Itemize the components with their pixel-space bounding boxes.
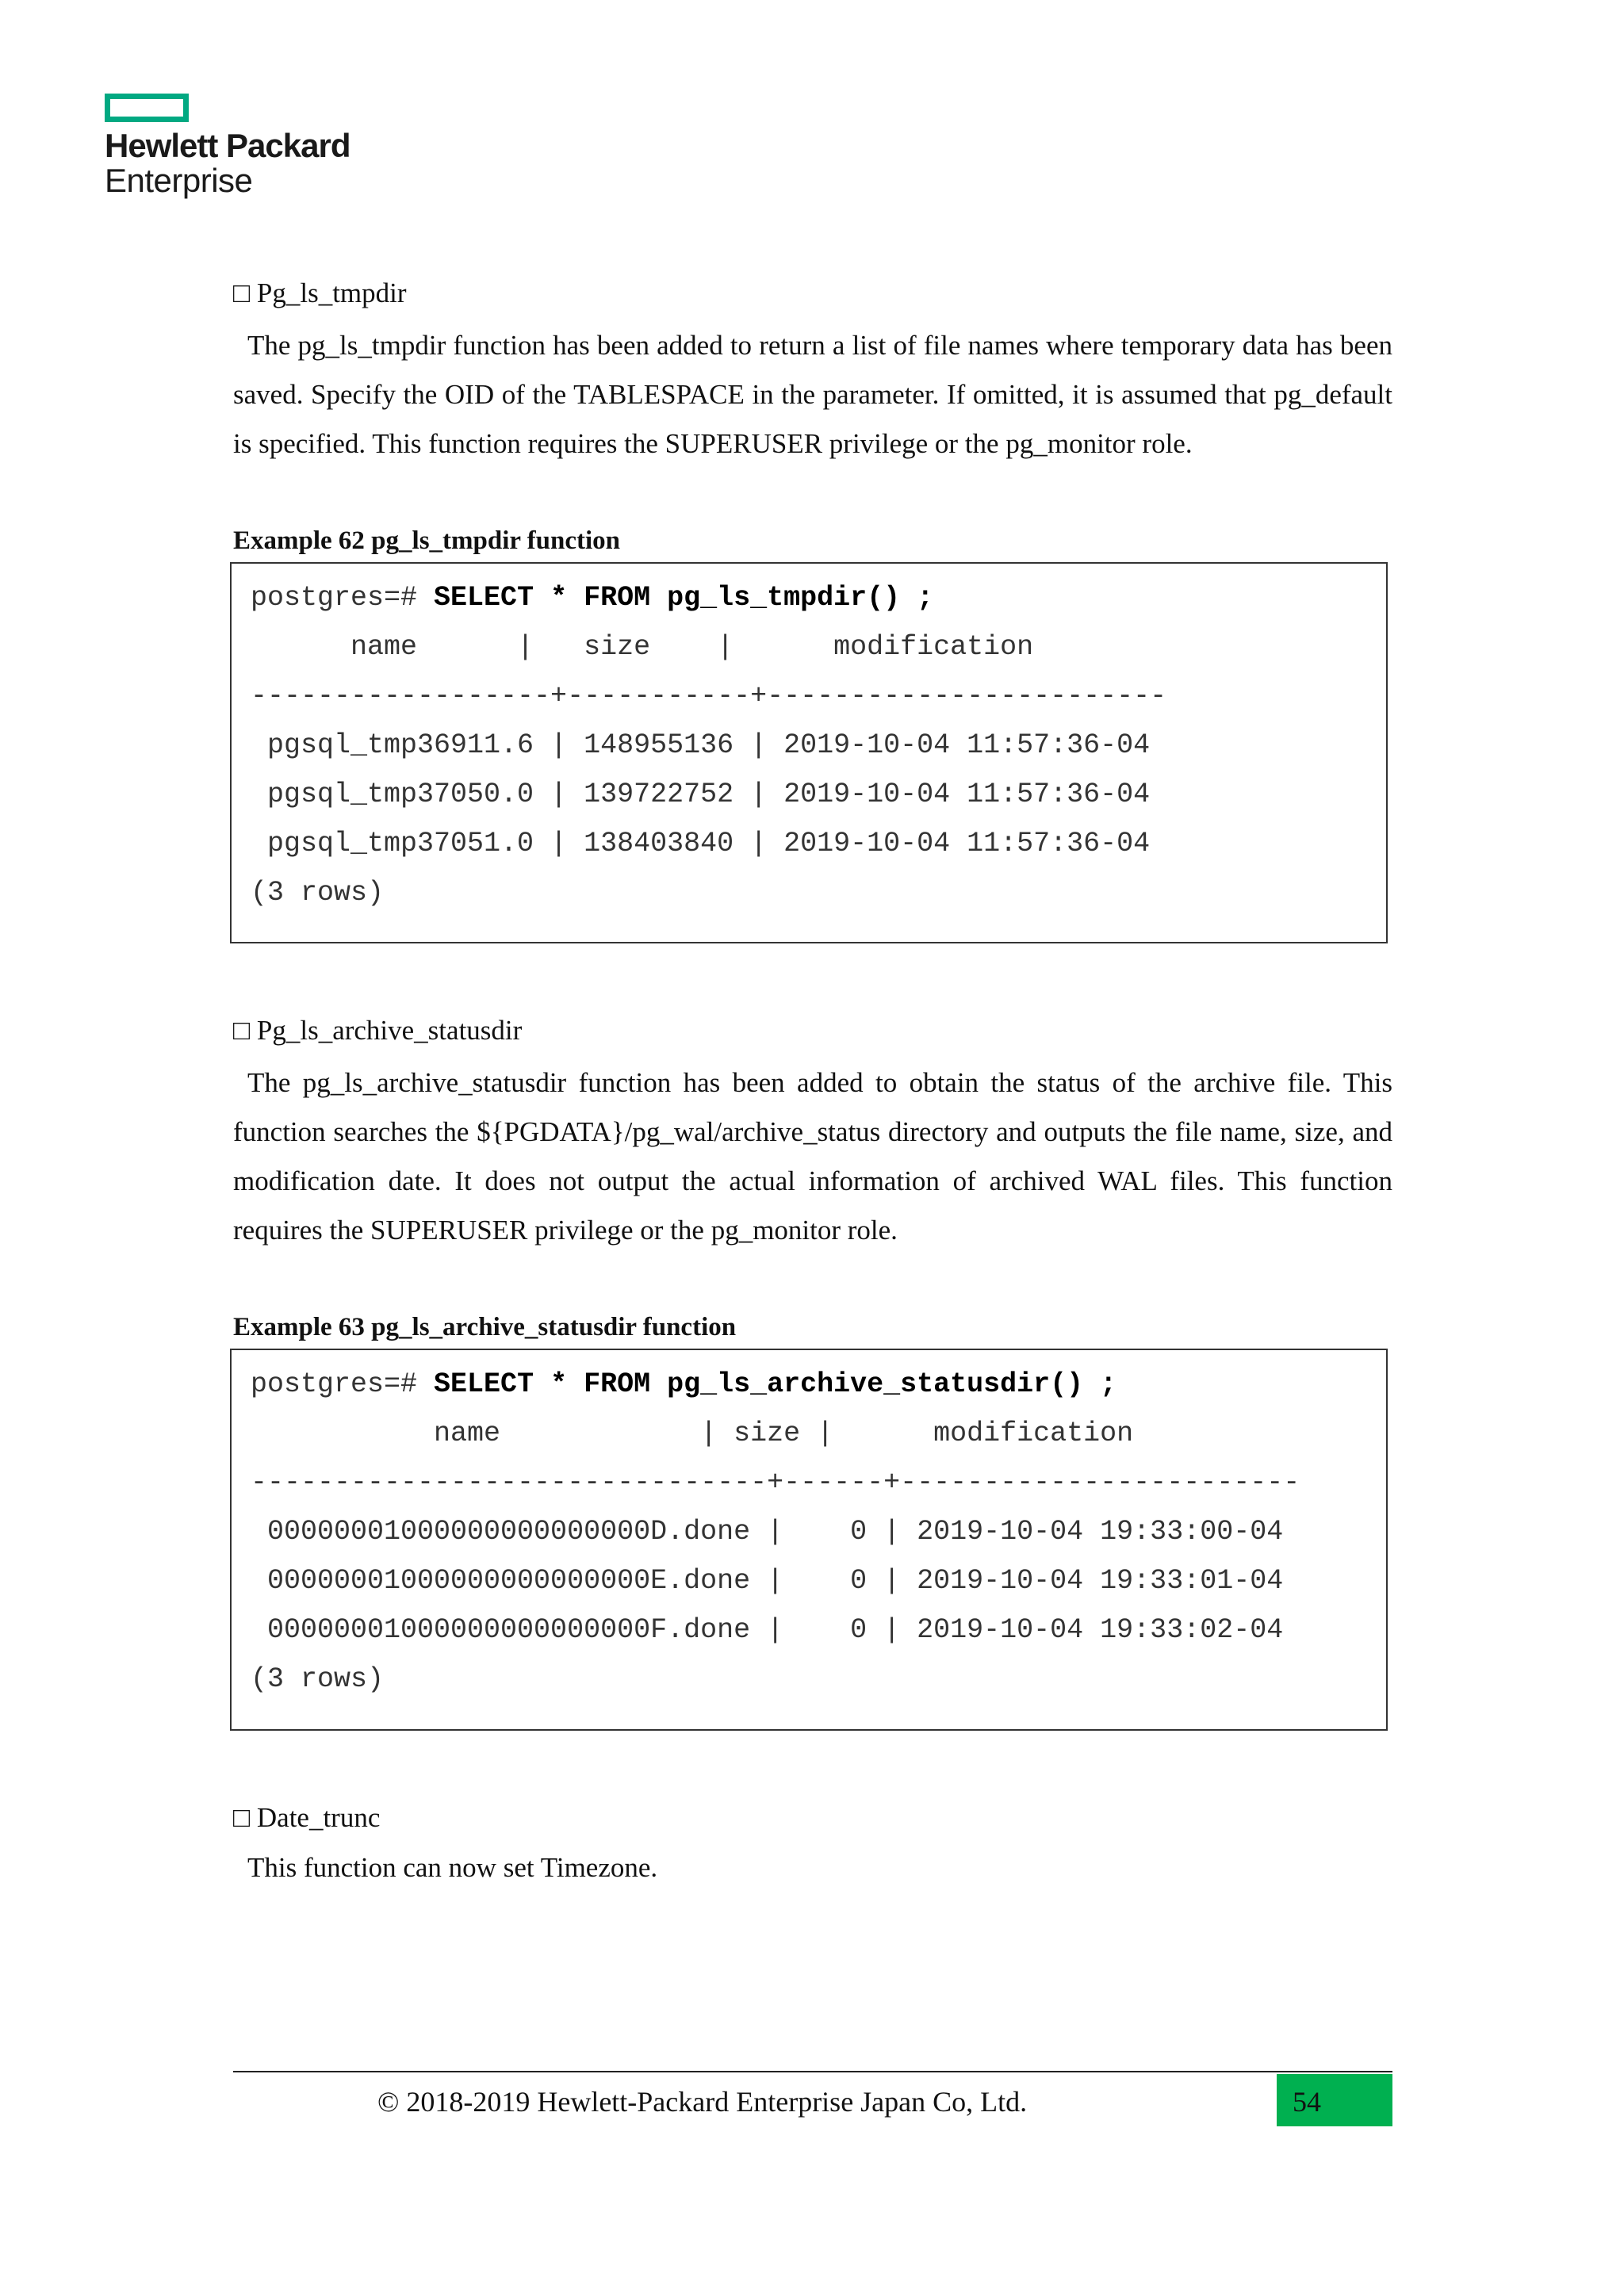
- code-output-line: ------------------+-----------+------------------------: [251, 680, 1167, 712]
- psql-prompt: postgres=#: [251, 582, 435, 614]
- footer-divider: [233, 2071, 1392, 2072]
- code-output-line: 00000001000000000000000E.done | 0 | 2019-10-04 19:33:01-04: [251, 1565, 1284, 1597]
- code-output-line: pgsql_tmp37050.0 | 139722752 | 2019-10-04 11:57:36-04: [251, 779, 1151, 810]
- example-62-caption: Example 62 pg_ls_tmpdir function: [233, 526, 621, 555]
- section-heading-pg-ls-archive-statusdir: □ Pg_ls_archive_statusdir: [233, 1015, 523, 1046]
- sql-query: SELECT * FROM pg_ls_tmpdir() ;: [434, 582, 934, 614]
- code-output-line: -------------------------------+------+------------------------: [251, 1467, 1300, 1498]
- section-body-pg-ls-archive-statusdir: The pg_ls_archive_statusdir function has been added to obtain the status of the archive file. This function searches the ${PGDATA}/pg_wal/archive_status directory and outputs the file name, size, and modification date. It does not output the actual information of archived WAL files. This function requires the SUPERUSER privilege or the pg_monitor role.: [233, 1067, 1392, 1246]
- code-output-line: 00000001000000000000000D.done | 0 | 2019-10-04 19:33:00-04: [251, 1516, 1284, 1548]
- logo-line-2: Enterprise: [105, 162, 253, 199]
- logo-line-1: Hewlett Packard: [105, 127, 350, 164]
- section-heading-date-trunc: □ Date_trunc: [233, 1802, 381, 1833]
- code-output-line: name | size | modification: [251, 1418, 1134, 1449]
- code-output-line: 00000001000000000000000F.done | 0 | 2019-10-04 19:33:02-04: [251, 1614, 1284, 1646]
- section-heading-pg-ls-tmpdir: □ Pg_ls_tmpdir: [233, 277, 407, 308]
- page-number-badge: [1277, 2074, 1392, 2126]
- footer-copyright: © 2018-2019 Hewlett-Packard Enterprise Japan Co, Ltd.: [377, 2086, 1028, 2118]
- code-output-line: (3 rows): [251, 877, 385, 909]
- section-body-date-trunc: This function can now set Timezone.: [247, 1852, 658, 1883]
- psql-prompt: postgres=#: [251, 1368, 435, 1400]
- logo-rectangle-icon: [105, 94, 189, 122]
- sql-query: SELECT * FROM pg_ls_archive_statusdir() ;: [434, 1368, 1117, 1400]
- code-output-line: pgsql_tmp36911.6 | 148955136 | 2019-10-04 11:57:36-04: [251, 729, 1151, 761]
- example-63-caption: Example 63 pg_ls_archive_statusdir function: [233, 1313, 737, 1341]
- example-63-query-line: [251, 1368, 1116, 1400]
- section-body-pg-ls-tmpdir: The pg_ls_tmpdir function has been added to return a list of file names where temporary data has been saved. Specify the OID of the TABLESPACE in the parameter. If omitted, it is assumed that pg_default is specified. This function requires the SUPERUSER privilege or the pg_monitor role.: [233, 330, 1392, 459]
- code-output-line: (3 rows): [251, 1663, 385, 1695]
- page-number: 54: [1293, 2086, 1321, 2118]
- code-output-line: name | size | modification: [251, 631, 1034, 663]
- code-output-line: pgsql_tmp37051.0 | 138403840 | 2019-10-04 11:57:36-04: [251, 828, 1151, 859]
- example-62-query-line: [251, 582, 933, 614]
